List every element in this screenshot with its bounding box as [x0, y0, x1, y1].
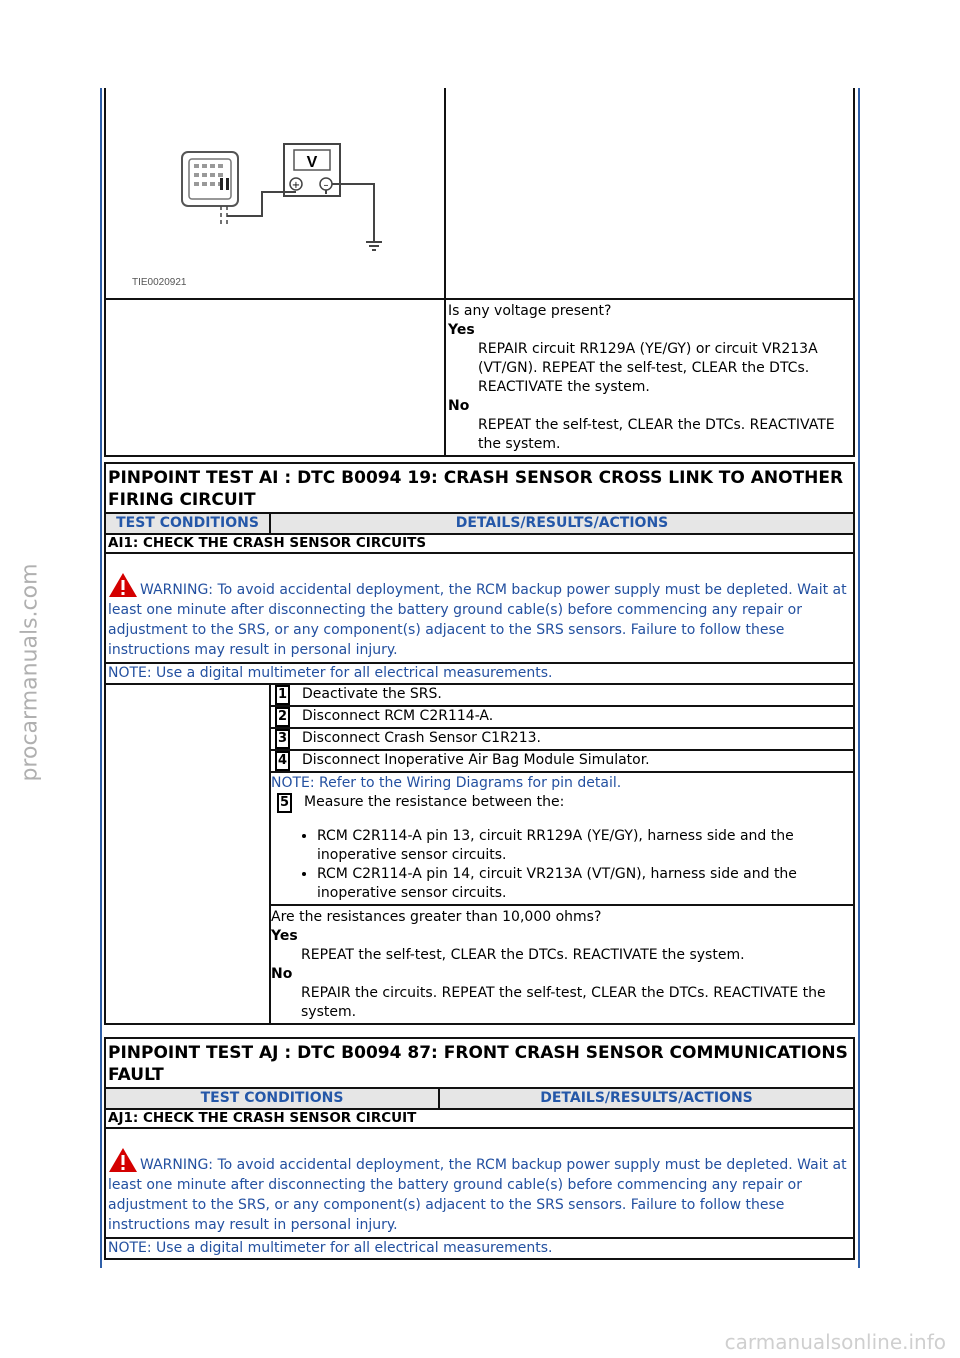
ai-step-3: 3 Disconnect Crash Sensor C1R213.: [270, 728, 854, 750]
figure-id: TIE0020921: [132, 277, 187, 288]
ai-measure-list: [271, 827, 851, 903]
ai-result-cell: [270, 905, 854, 1024]
ai-note: NOTE: Use a digital multimeter for all electrical measurements.: [105, 663, 854, 684]
aj-col-test-conditions: TEST CONDITIONS: [105, 1088, 439, 1109]
ai-step-4: 4 Disconnect Inoperative Air Bag Module Simulator.: [270, 750, 854, 772]
empty-cell: [445, 88, 854, 299]
ai-conditions-cell: [105, 684, 270, 1024]
aj-warning-text: WARNING: To avoid accidental deployment, the RCM backup power supply must be depleted. Wait at least one minute after disconnecting the battery ground cable(s) before commencing any repair or adjustment to the SRS, or any component(s) adjacent to the SRS sensors. Failure to follow these instructions may result in personal injury.: [108, 1157, 847, 1233]
yes-action: REPAIR circuit RR129A (YE/GY) or circuit VR213A (VT/GN). REPEAT the self-test, CLEAR the DTCs. REACTIVATE the system.: [478, 341, 818, 395]
right-frame-line: [858, 88, 860, 1268]
voltage-result-cell: [445, 299, 854, 456]
svg-text:–: –: [323, 180, 329, 191]
aj-note: NOTE: Use a digital multimeter for all electrical measurements.: [105, 1238, 854, 1259]
aj-step-title: AJ1: CHECK THE CRASH SENSOR CIRCUIT: [105, 1109, 854, 1128]
pinpoint-test-aj: [104, 1037, 855, 1260]
ai-col-details: DETAILS/RESULTS/ACTIONS: [270, 513, 854, 534]
ai-question: Are the resistances greater than 10,000 ohms?: [271, 909, 602, 925]
voltmeter-diagram: [108, 88, 438, 292]
no-label: No: [448, 398, 470, 414]
ai-step-1: 1 Deactivate the SRS.: [270, 684, 854, 706]
empty-condition-cell: [105, 299, 445, 456]
ai-col-test-conditions: TEST CONDITIONS: [105, 513, 270, 534]
left-frame-line: [100, 88, 102, 1268]
ai-warning-text: WARNING: To avoid accidental deployment, the RCM backup power supply must be depleted. Wait at least one minute after disconnecting the battery ground cable(s) before commencing any repair or adjustment to the SRS, or any component(s) adjacent to the SRS sensors. Failure to follow these instructions may result in personal injury.: [108, 582, 847, 658]
aj-title: PINPOINT TEST AJ : DTC B0094 87: FRONT CRASH SENSOR COMMUNICATIONS FAULT: [105, 1038, 854, 1088]
ai-step-title: AI1: CHECK THE CRASH SENSOR CIRCUITS: [105, 534, 854, 553]
pinpoint-test-ai: [104, 462, 855, 1025]
no-action: REPAIR the circuits. REPEAT the self-test, CLEAR the DTCs. REACTIVATE the system.: [301, 985, 826, 1020]
warning-icon: [108, 572, 138, 598]
yes-action: REPEAT the self-test, CLEAR the DTCs. REACTIVATE the system.: [301, 947, 745, 963]
side-watermark: procarmanuals.com: [17, 563, 43, 782]
continued-test-table: [104, 88, 855, 457]
no-action: REPEAT the self-test, CLEAR the DTCs. REACTIVATE the system.: [478, 417, 835, 452]
ai-step-5: NOTE: Refer to the Wiring Diagrams for pin detail. 5 Measure the resistance between the: • RCM C2R114-A pin 13, circuit RR129A (YE/GY), harness side and the inoperative sensor circuits. • RCM C2R114-A pin 14, circuit VR213A (VT/GN), harness side and the inoperative sensor circuits.: [270, 772, 854, 905]
voltage-question: Is any voltage present?: [448, 303, 612, 319]
aj-warning: [105, 1128, 854, 1238]
ai-step-2: 2 Disconnect RCM C2R114-A.: [270, 706, 854, 728]
svg-text:+: +: [291, 180, 301, 191]
yes-label: Yes: [448, 322, 475, 338]
ai-title: PINPOINT TEST AI : DTC B0094 19: CRASH SENSOR CROSS LINK TO ANOTHER FIRING CIRCUIT: [105, 463, 854, 513]
yes-label: Yes: [271, 928, 298, 944]
figure-cell: [105, 88, 445, 299]
list-item: • RCM C2R114-A pin 13, circuit RR129A (YE/GY), harness side and the inoperative sensor circuits.: [317, 827, 851, 865]
warning-icon: [108, 1147, 138, 1173]
bottom-watermark: carmanualsonline.info: [724, 1330, 946, 1354]
no-label: No: [271, 966, 293, 982]
meter-label: V: [306, 154, 318, 171]
aj-col-details: DETAILS/RESULTS/ACTIONS: [439, 1088, 854, 1109]
list-item: • RCM C2R114-A pin 14, circuit VR213A (VT/GN), harness side and the inoperative sensor circuits.: [317, 865, 851, 903]
ai-note-wiring: NOTE: Refer to the Wiring Diagrams for pin detail.: [271, 775, 622, 791]
ai-warning: [105, 553, 854, 663]
